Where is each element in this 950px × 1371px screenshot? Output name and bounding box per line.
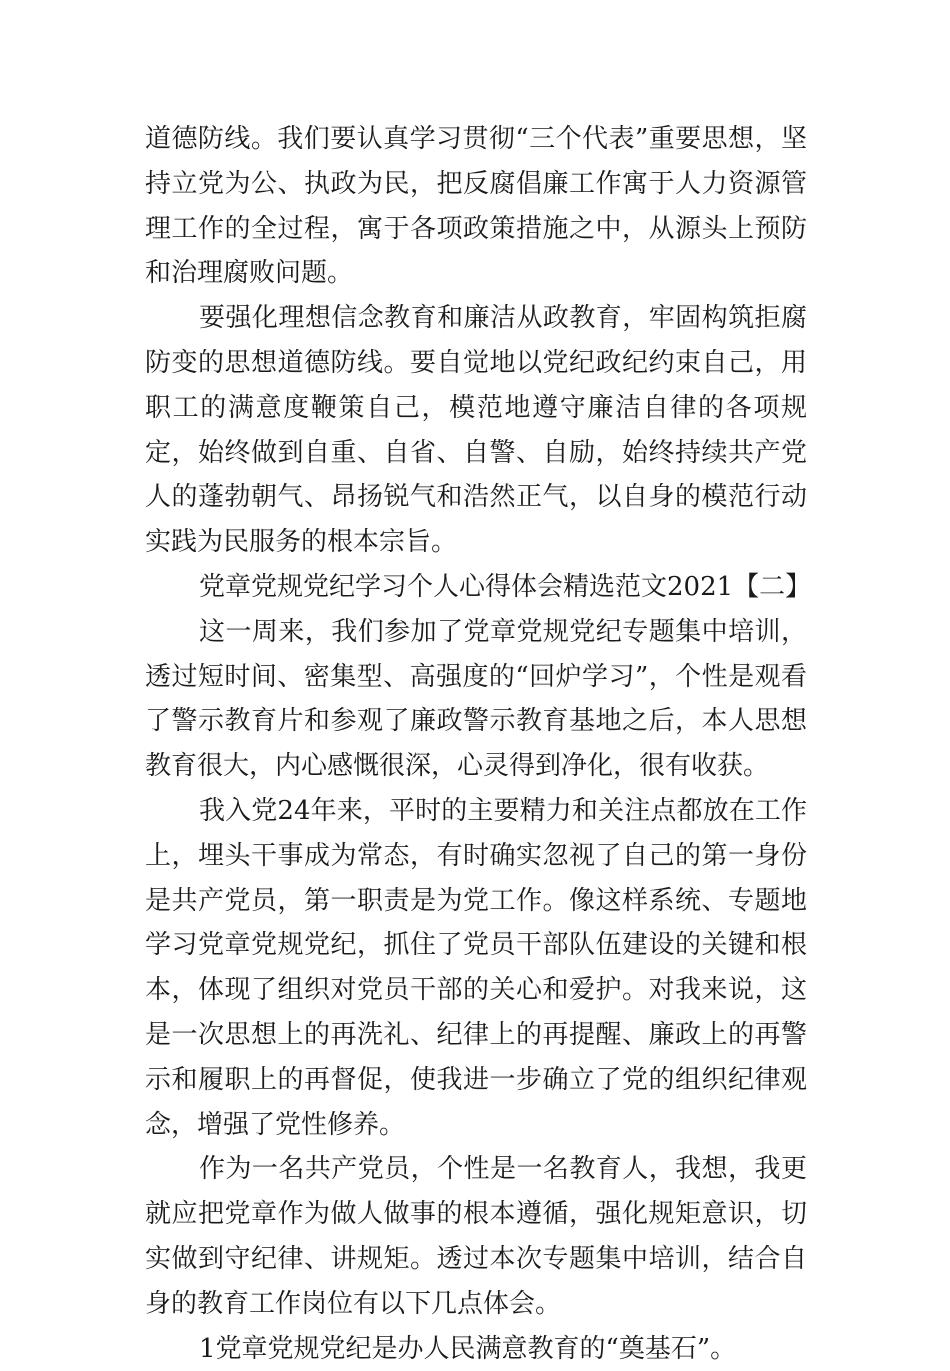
paragraph-training-week: 这一周来，我们参加了党章党规党纪专题集中培训，透过短时间、密集型、高强度的“回炉学习”，个性是观看了警示教育片和参观了廉政警示教育基地之后，本人思想教育很大，内心感慨很深，心灵得到净化，很有收获。 xyxy=(145,616,807,782)
paragraph-continuation: 道德防线。我们要认真学习贯彻“三个代表”重要思想，坚持立党为公、执政为民，把反腐倡廉工作寓于人力资源管理工作的全过程，寓于各项政策措施之中，从源头上预防和治理腐败问题。 xyxy=(145,124,807,289)
paragraph-point-one: 1党章党规党纪是办人民满意教育的“奠基石”。 xyxy=(199,1333,737,1364)
document-page xyxy=(145,117,812,1371)
paragraph-party-membership: 我入党24年来，平时的主要精力和关注点都放在工作上，埋头干事成为常态，有时确实忽视了自己的第一身份是共产党员，第一职责是为党工作。像这样系统、专题地学习党章党规党纪，抓住了党员干部队伍建设的关键和根本，体现了组织对党员干部的关心和爱护。对我来说，这是一次思想上的再洗礼、纪律上的再提醒、廉政上的再警示和履职上的再督促，使我进一步确立了党的组织纪律观念，增强了党性修养。 xyxy=(145,795,807,1140)
section-heading: 党章党规党纪学习个人心得体会精选范文2021【二】 xyxy=(199,571,812,602)
paragraph-educator-reflection: 作为一名共产党员，个性是一名教育人，我想，我更就应把党章作为做人做事的根本遵循，强化规矩意识，切实做到守纪律、讲规矩。透过本次专题集中培训，结合自身的教育工作岗位有以下几点体会。 xyxy=(145,1154,807,1319)
paragraph-ideals-education: 要强化理想信念教育和廉洁从政教育，牢固构筑拒腐防变的思想道德防线。要自觉地以党纪政纪约束自己，用职工的满意度鞭策自己，模范地遵守廉洁自律的各项规定，始终做到自重、自省、自警、自励，始终持续共产党人的蓬勃朝气、昂扬锐气和浩然正气，以自身的模范行动实践为民服务的根本宗旨。 xyxy=(145,303,807,558)
